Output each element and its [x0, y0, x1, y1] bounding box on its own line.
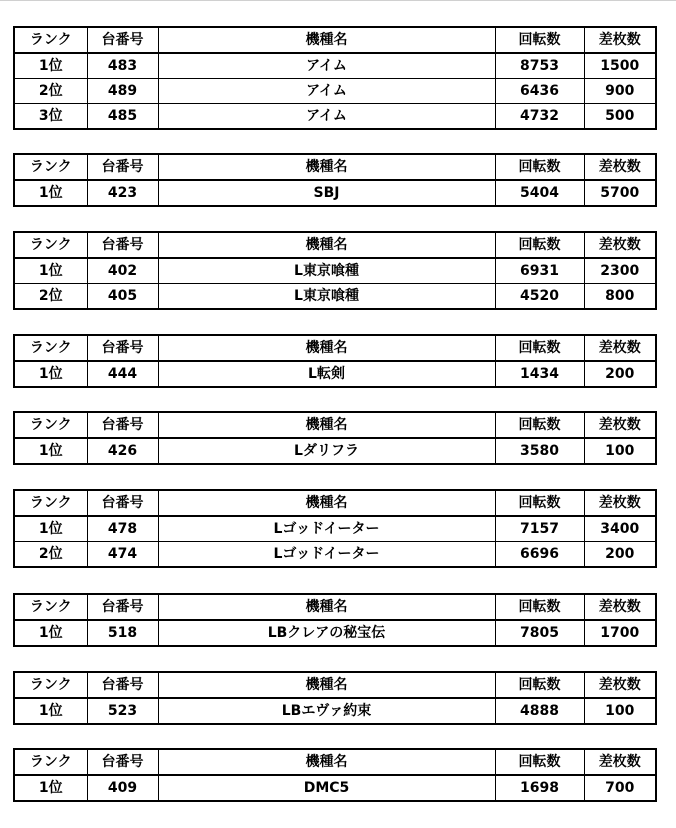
table-header-row	[14, 27, 656, 53]
header-spins: 回転数	[495, 232, 584, 258]
ranking-table	[13, 671, 657, 725]
cell-rank: 1位	[14, 258, 87, 284]
ranking-table	[13, 26, 657, 130]
header-difference: 差枚数	[584, 412, 656, 438]
cell-spins: 4888	[495, 698, 584, 724]
header-rank: ランク	[14, 672, 87, 698]
page-top-border	[0, 0, 676, 1]
cell-difference: 800	[584, 284, 656, 310]
table-header-row	[14, 232, 656, 258]
cell-rank: 1位	[14, 775, 87, 801]
table-header-row	[14, 412, 656, 438]
header-machine-name: 機種名	[158, 672, 495, 698]
cell-machine-number: 523	[87, 698, 158, 724]
cell-spins: 1698	[495, 775, 584, 801]
header-spins: 回転数	[495, 672, 584, 698]
cell-rank: 1位	[14, 698, 87, 724]
cell-difference: 500	[584, 104, 656, 130]
cell-machine-number: 402	[87, 258, 158, 284]
table-row	[14, 775, 656, 801]
table-row	[14, 53, 656, 79]
header-machine-number: 台番号	[87, 749, 158, 775]
ranking-table	[13, 334, 657, 388]
header-rank: ランク	[14, 232, 87, 258]
cell-rank: 2位	[14, 284, 87, 310]
cell-difference: 1700	[584, 620, 656, 646]
header-spins: 回転数	[495, 27, 584, 53]
header-difference: 差枚数	[584, 27, 656, 53]
table-row	[14, 516, 656, 542]
ranking-table	[13, 153, 657, 207]
header-spins: 回転数	[495, 749, 584, 775]
header-machine-name: 機種名	[158, 232, 495, 258]
cell-spins: 7157	[495, 516, 584, 542]
table-header-row	[14, 335, 656, 361]
ranking-table	[13, 489, 657, 568]
cell-difference: 900	[584, 79, 656, 104]
header-machine-number: 台番号	[87, 594, 158, 620]
cell-machine-name: Lダリフラ	[158, 438, 495, 464]
cell-machine-name: LBクレアの秘宝伝	[158, 620, 495, 646]
cell-machine-number: 423	[87, 180, 158, 206]
cell-machine-name: Lゴッドイーター	[158, 542, 495, 568]
header-difference: 差枚数	[584, 749, 656, 775]
cell-difference: 200	[584, 361, 656, 387]
cell-machine-number: 483	[87, 53, 158, 79]
table-row	[14, 180, 656, 206]
table-row	[14, 620, 656, 646]
header-machine-name: 機種名	[158, 594, 495, 620]
table-header-row	[14, 594, 656, 620]
header-rank: ランク	[14, 594, 87, 620]
cell-rank: 1位	[14, 438, 87, 464]
cell-difference: 2300	[584, 258, 656, 284]
header-difference: 差枚数	[584, 232, 656, 258]
cell-machine-number: 518	[87, 620, 158, 646]
cell-machine-name: L東京喰種	[158, 258, 495, 284]
table-row	[14, 698, 656, 724]
header-machine-number: 台番号	[87, 412, 158, 438]
cell-machine-name: アイム	[158, 79, 495, 104]
cell-spins: 1434	[495, 361, 584, 387]
table-row	[14, 104, 656, 130]
cell-difference: 200	[584, 542, 656, 568]
header-machine-number: 台番号	[87, 232, 158, 258]
cell-machine-number: 409	[87, 775, 158, 801]
table-row	[14, 438, 656, 464]
cell-machine-name: LBエヴァ約束	[158, 698, 495, 724]
cell-rank: 3位	[14, 104, 87, 130]
table-row	[14, 361, 656, 387]
header-machine-name: 機種名	[158, 412, 495, 438]
cell-rank: 1位	[14, 516, 87, 542]
table-header-row	[14, 154, 656, 180]
header-difference: 差枚数	[584, 672, 656, 698]
cell-spins: 4732	[495, 104, 584, 130]
cell-rank: 1位	[14, 180, 87, 206]
cell-machine-name: DMC5	[158, 775, 495, 801]
header-spins: 回転数	[495, 154, 584, 180]
header-difference: 差枚数	[584, 335, 656, 361]
header-machine-number: 台番号	[87, 490, 158, 516]
header-machine-name: 機種名	[158, 154, 495, 180]
table-row	[14, 258, 656, 284]
cell-spins: 5404	[495, 180, 584, 206]
ranking-table	[13, 593, 657, 647]
header-rank: ランク	[14, 412, 87, 438]
header-machine-number: 台番号	[87, 154, 158, 180]
header-rank: ランク	[14, 154, 87, 180]
table-row	[14, 284, 656, 310]
cell-spins: 7805	[495, 620, 584, 646]
header-machine-number: 台番号	[87, 27, 158, 53]
cell-machine-number: 474	[87, 542, 158, 568]
cell-spins: 3580	[495, 438, 584, 464]
header-difference: 差枚数	[584, 154, 656, 180]
ranking-table	[13, 748, 657, 802]
header-difference: 差枚数	[584, 594, 656, 620]
ranking-table	[13, 231, 657, 310]
header-spins: 回転数	[495, 335, 584, 361]
cell-spins: 6436	[495, 79, 584, 104]
cell-rank: 2位	[14, 79, 87, 104]
cell-difference: 5700	[584, 180, 656, 206]
header-spins: 回転数	[495, 490, 584, 516]
header-machine-number: 台番号	[87, 672, 158, 698]
header-rank: ランク	[14, 335, 87, 361]
cell-machine-name: アイム	[158, 53, 495, 79]
cell-machine-name: アイム	[158, 104, 495, 130]
cell-difference: 700	[584, 775, 656, 801]
cell-rank: 1位	[14, 361, 87, 387]
table-header-row	[14, 672, 656, 698]
table-row	[14, 79, 656, 104]
header-rank: ランク	[14, 27, 87, 53]
cell-spins: 8753	[495, 53, 584, 79]
header-spins: 回転数	[495, 412, 584, 438]
cell-rank: 2位	[14, 542, 87, 568]
ranking-table	[13, 411, 657, 465]
cell-difference: 100	[584, 698, 656, 724]
table-header-row	[14, 490, 656, 516]
cell-machine-number: 405	[87, 284, 158, 310]
cell-machine-name: L東京喰種	[158, 284, 495, 310]
header-machine-name: 機種名	[158, 749, 495, 775]
cell-difference: 3400	[584, 516, 656, 542]
cell-machine-number: 485	[87, 104, 158, 130]
header-machine-name: 機種名	[158, 27, 495, 53]
cell-machine-name: SBJ	[158, 180, 495, 206]
cell-spins: 4520	[495, 284, 584, 310]
cell-machine-name: L転剣	[158, 361, 495, 387]
cell-machine-number: 478	[87, 516, 158, 542]
header-rank: ランク	[14, 490, 87, 516]
cell-difference: 1500	[584, 53, 656, 79]
cell-difference: 100	[584, 438, 656, 464]
table-row	[14, 542, 656, 568]
cell-rank: 1位	[14, 53, 87, 79]
cell-machine-number: 489	[87, 79, 158, 104]
header-machine-number: 台番号	[87, 335, 158, 361]
cell-spins: 6931	[495, 258, 584, 284]
cell-rank: 1位	[14, 620, 87, 646]
cell-machine-number: 426	[87, 438, 158, 464]
header-rank: ランク	[14, 749, 87, 775]
cell-machine-number: 444	[87, 361, 158, 387]
header-machine-name: 機種名	[158, 490, 495, 516]
cell-spins: 6696	[495, 542, 584, 568]
cell-machine-name: Lゴッドイーター	[158, 516, 495, 542]
header-machine-name: 機種名	[158, 335, 495, 361]
header-spins: 回転数	[495, 594, 584, 620]
table-header-row	[14, 749, 656, 775]
header-difference: 差枚数	[584, 490, 656, 516]
